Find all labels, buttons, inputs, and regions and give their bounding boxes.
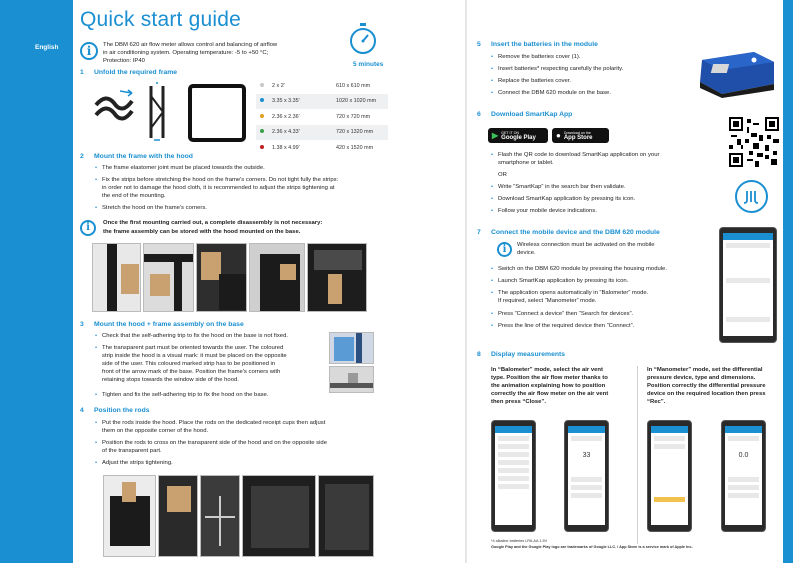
section-3-number: 3: [80, 321, 84, 328]
size-color-dot: [260, 98, 264, 102]
section-3-heading: [80, 321, 244, 328]
hood-strip-photo-1: [329, 332, 374, 364]
stopwatch-icon: [348, 22, 378, 56]
frame-sizes-table: [256, 78, 388, 156]
s2-note-line-2: the frame assembly can be stored with the hood mounted on the base.: [103, 229, 301, 235]
s8-left-line-4: correctly the air flow meter on the air vent: [491, 391, 609, 397]
footnote-trademarks: Google Play and the Google Play logo are trademarks of Google LLC. / App Store is a service mark of Apple Inc.: [491, 545, 693, 549]
s8-right-line-3: Position correctly the differential pressure: [647, 383, 766, 389]
section-5-title: Insert the batteries in the module: [491, 41, 598, 48]
section-5-number: 5: [477, 41, 481, 48]
timer-label: 5 minutes: [353, 61, 384, 68]
phone-balometer-reading-screenshot: [564, 420, 609, 532]
s6-bullet-1: • Flash the QR code to download SmartKap application on your: [491, 151, 659, 159]
s5-bullet-1: • Remove the batteries cover (1).: [491, 53, 581, 61]
info-icon: i: [497, 242, 512, 257]
section-7-number: 7: [477, 229, 481, 236]
intro-line-3: Protection: IP40: [103, 58, 145, 64]
page-title: Quick start guide: [80, 8, 241, 31]
phone-balometer-type-screenshot: [491, 420, 536, 532]
section-6-number: 6: [477, 111, 481, 118]
s5-bullet-2: • Insert batteries* respecting carefully the polarity.: [491, 65, 623, 73]
section-8-title: Display measurements: [491, 351, 566, 358]
s8-divider: [637, 366, 638, 544]
size-inch: 1.38 x 4.99': [272, 144, 300, 151]
intro-line-2: in air conditioning system. Operating temperature: -5 to +50 °C;: [103, 50, 269, 56]
size-row: [256, 109, 388, 125]
size-inch: 2.36 x 2.36': [272, 113, 300, 120]
size-mm: 720 x 1320 mm: [332, 125, 388, 141]
s3-bullet-1: • Check that the self-adhering trip to fix the hood on the base is not fixed.: [95, 332, 288, 340]
section-1-heading: [80, 69, 177, 76]
section-6-title: Download SmartKap App: [491, 111, 573, 118]
rods-photo-3: [200, 475, 240, 557]
section-7-title: Connect the mobile device and the DBM 620 module: [491, 229, 660, 236]
s6-bullet-3: • Download SmartKap application by pressing its icon.: [491, 195, 635, 203]
s4-bullet-2: • Position the rods to cross on the transparent side of the hood and on the opposite side: [95, 439, 327, 447]
s4-bullet-1-cont: them on the opposite corner of the hood.: [102, 428, 209, 434]
s2-bullet-2: • Fix the strips before stretching the hood on the frame's corners. Do not tight fully the strips:: [95, 176, 338, 184]
smartkap-logo-icon: [737, 182, 766, 211]
s3-bullet-2-cont-4: retaining stops towards the window side of the hood.: [102, 377, 239, 383]
section-6-heading: [477, 111, 572, 118]
size-row: [256, 125, 388, 141]
phone-connect-screenshot: [719, 227, 777, 343]
s8-left-line-3: the animation explaining how to position: [491, 383, 606, 389]
s4-bullet-1: • Put the rods inside the hood. Place the rods on the dedicated receipt cups then adjust: [95, 419, 325, 427]
info-icon: i: [80, 220, 96, 236]
app-store-small-label: Download on the: [563, 130, 591, 135]
section-2-number: 2: [80, 153, 84, 160]
size-mm: 610 x 610 mm: [336, 82, 371, 89]
s8-right-line-4: device on the required location then press: [647, 391, 766, 397]
s7-note-line-2: device.: [517, 250, 536, 256]
s8-left-line-2: type. Position the air flow meter thanks to: [491, 375, 608, 381]
s7-bullet-3: • The application opens automatically in “Balometer” mode.: [491, 289, 648, 297]
s7-bullet-1: • Switch on the DBM 620 module by pressing the housing module.: [491, 265, 667, 273]
section-1-number: 1: [80, 69, 84, 76]
s4-bullet-3: • Adjust the strips tightening.: [95, 459, 173, 467]
s5-bullet-3: • Replace the batteries cover.: [491, 77, 571, 85]
right-edge-bar: [783, 0, 793, 563]
section-5-heading: [477, 41, 598, 48]
s7-bullet-4: • Press “Connect a device” then “Search for devices”.: [491, 310, 633, 318]
s8-left-line-5: then press “Close”.: [491, 399, 546, 405]
rods-photo-5: [318, 475, 374, 557]
s8-right-line-1: In “Manometer” mode, set the differential: [647, 367, 763, 373]
s5-bullet-4: • Connect the DBM 620 module on the base.: [491, 89, 611, 97]
s4-bullet-2-cont: of the transparent part.: [102, 448, 162, 454]
s8-right-line-5: “Rec”.: [647, 399, 666, 405]
page-gutter: [465, 0, 467, 563]
size-inch: 2 x 2': [272, 82, 285, 89]
size-inch: 3.35 x 3.35': [268, 94, 332, 110]
app-store-label: App Store: [563, 134, 593, 141]
s2-bullet-3: • Stretch the hood on the frame's corners.: [95, 204, 207, 212]
section-2-title: Mount the frame with the hood: [94, 153, 193, 160]
google-play-label: Google Play: [501, 134, 536, 141]
s2-bullet-1: • The frame elastomer joint must be placed towards the outside.: [95, 164, 265, 172]
section-4-title: Position the rods: [94, 407, 150, 414]
size-mm: 420 x 1520 mm: [336, 144, 374, 151]
section-4-number: 4: [80, 407, 84, 414]
size-color-dot: [260, 129, 264, 133]
frame-unfolding-image: [146, 82, 168, 142]
mounting-photo-3: [196, 243, 247, 312]
footnote-batteries: *4 alkaline batteries LR6-AA 1.5V: [491, 539, 548, 543]
size-row: [256, 140, 388, 156]
balometer-reading-value: 33: [582, 452, 591, 459]
rods-photo-2: [158, 475, 198, 557]
folded-frame-image: [92, 85, 137, 130]
s2-bullet-2-cont-2: the end of the mounting.: [102, 193, 166, 199]
size-color-dot: [260, 114, 264, 118]
s6-bullet-1-cont: smartphone or tablet.: [498, 160, 554, 166]
s6-bullet-4: • Follow your mobile device indications.: [491, 207, 597, 215]
info-icon: i: [80, 42, 98, 60]
section-4-heading: [80, 407, 150, 414]
dbm620-module-image: [694, 46, 778, 98]
play-triangle-icon: ▶: [492, 131, 499, 140]
unfolded-frame-image: [186, 82, 248, 144]
phone-manometer-setup-screenshot: [647, 420, 692, 532]
s7-note-line-1: Wireless connection must be activated on the mobile: [517, 242, 655, 248]
manometer-reading-value: 0.0: [738, 452, 749, 459]
qr-code-image[interactable]: [729, 117, 779, 167]
s6-or-label: OR: [498, 172, 507, 178]
section-1-title: Unfold the required frame: [94, 69, 178, 76]
s6-bullet-2: • Write “SmartKap” in the search bar then validate.: [491, 183, 626, 191]
section-2-heading: [80, 153, 193, 160]
size-color-dot: [260, 83, 264, 87]
rods-photo-1: [103, 475, 156, 557]
section-3-title: Mount the hood + frame assembly on the base: [94, 321, 244, 328]
size-mm: 720 x 720 mm: [336, 113, 371, 120]
section-8-number: 8: [477, 351, 481, 358]
s3-bullet-2: • The transparent part must be oriented towards the user. The coloured: [95, 344, 283, 352]
language-label: English: [35, 44, 59, 51]
mounting-photo-2: [143, 243, 194, 312]
section-8-heading: [477, 351, 565, 358]
s3-bullet-3: • Tighten and fix the self-adhering trip to fix the hood on the base.: [95, 391, 268, 399]
s2-bullet-2-cont-1: in order not to damage the hood cloth, it is recommended to adjust the strips tightening at: [102, 185, 335, 191]
mounting-photo-1: [92, 243, 141, 312]
rods-photo-4: [242, 475, 316, 557]
mounting-photo-5: [307, 243, 367, 312]
google-play-small-label: GET IT ON: [501, 130, 519, 135]
intro-line-1: The DBM 620 air flow meter allows control and balancing of airflow: [103, 42, 278, 48]
s2-note-line-1: Once the first mounting carried out, a complete disassembly is not necessary:: [103, 220, 323, 226]
s8-left-line-1: In “Balometer” mode, select the air vent: [491, 367, 603, 373]
mounting-photo-4: [249, 243, 305, 312]
s8-right-line-2: pressure device, type and dimensions.: [647, 375, 756, 381]
section-7-heading: [477, 229, 660, 236]
smartkap-app-icon[interactable]: [735, 180, 768, 213]
google-play-button[interactable]: [488, 128, 548, 143]
size-mm: 1020 x 1020 mm: [332, 94, 388, 110]
phone-manometer-reading-screenshot: [721, 420, 766, 532]
s3-bullet-2-cont-1: strip inside the hood is a visual mark: it must be placed on the opposite: [102, 353, 287, 359]
s7-bullet-5: • Press the line of the required device then “Connect”.: [491, 322, 634, 330]
size-inch: 2.36 x 4.33': [268, 125, 332, 141]
s7-bullet-3-cont: If required, select “Manometer” mode.: [498, 298, 597, 304]
s7-bullet-2: • Launch SmartKap application by pressing its icon.: [491, 277, 628, 285]
s3-bullet-2-cont-2: side of the user. This coloured marked strip has to be positioned in: [102, 361, 276, 367]
left-sidebar: [0, 0, 73, 563]
size-row: [256, 94, 388, 110]
hood-strip-photo-2: [329, 366, 374, 393]
s3-bullet-2-cont-3: front of the arrow mark of the base. Position the frame's corners with: [102, 369, 281, 375]
app-store-button[interactable]: [552, 128, 609, 143]
size-color-dot: [260, 145, 264, 149]
apple-icon: ●: [556, 131, 561, 140]
size-row: [256, 78, 388, 94]
